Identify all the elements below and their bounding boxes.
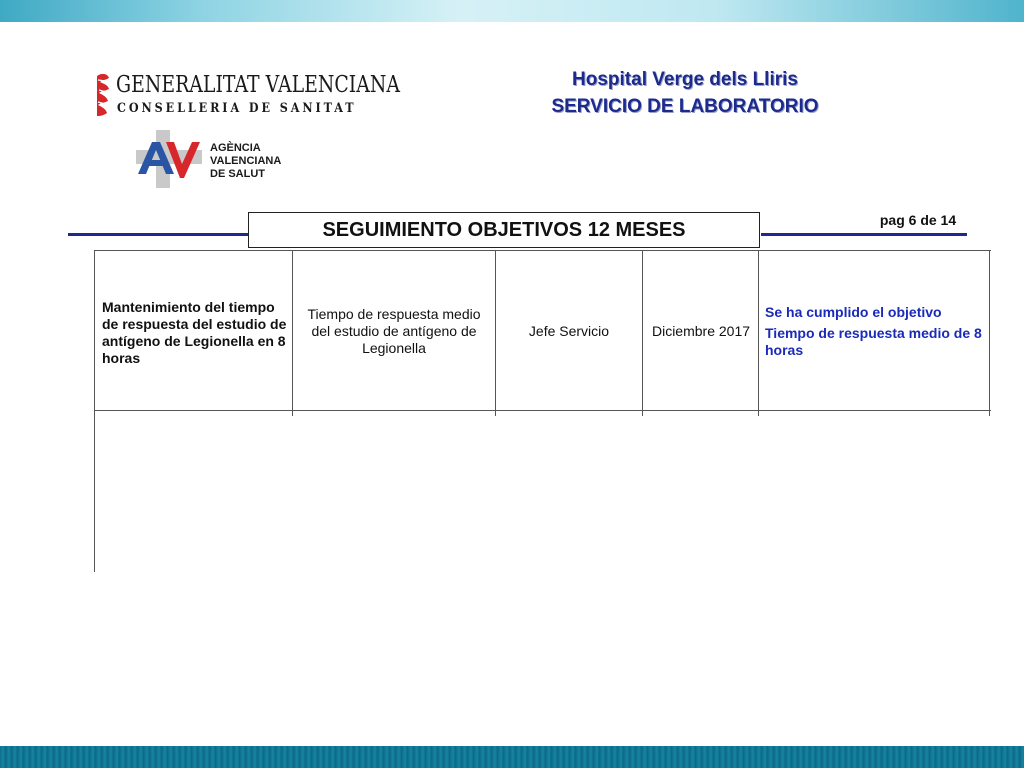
title-rule-left (68, 233, 250, 236)
table-col-divider-2 (495, 250, 496, 416)
table-col-divider-3 (642, 250, 643, 416)
service-name: SERVICIO DE LABORATORIO (551, 96, 819, 117)
generalitat-emblem-icon (94, 72, 112, 118)
cell-deadline: Diciembre 2017 (651, 322, 751, 339)
page-number: pag 6 de 14 (879, 212, 957, 228)
agencia-line-1: AGÈNCIA (210, 142, 261, 154)
agencia-name (210, 142, 281, 181)
top-decorative-band (0, 0, 1024, 22)
result-status: Se ha cumplido el objetivo (765, 303, 942, 320)
page-title: SEGUIMIENTO OBJETIVOS 12 MESES (248, 212, 760, 248)
agencia-logo (136, 130, 296, 188)
generalitat-name: GENERALITAT VALENCIANA (116, 72, 400, 98)
hospital-name: Hospital Verge dels Lliris (572, 69, 798, 90)
table-col-divider-1 (292, 250, 293, 416)
cell-objective: Mantenimiento del tiempo de respuesta del estudio de antígeno de Legionella en 8 horas (102, 299, 287, 366)
title-rule-right (761, 233, 967, 236)
cell-indicator: Tiempo de respuesta medio del estudio de antígeno de Legionella (307, 305, 481, 356)
agencia-line-2: VALENCIANA (210, 155, 282, 167)
bottom-decorative-band (0, 746, 1024, 768)
cell-responsible: Jefe Servicio (528, 322, 610, 339)
agencia-emblem-icon (136, 130, 202, 188)
generalitat-logo (94, 70, 400, 120)
table-left-border (94, 250, 95, 572)
result-detail: Tiempo de respuesta medio de 8 horas (765, 324, 982, 358)
conselleria-name: CONSELLERIA DE SANITAT (117, 101, 357, 116)
cell-result (765, 252, 987, 410)
agencia-line-3: DE SALUT (210, 168, 265, 180)
table-top-border (94, 250, 991, 251)
table-row-divider (94, 410, 991, 411)
table-right-border (989, 250, 990, 416)
table-col-divider-4 (758, 250, 759, 416)
hospital-header (500, 66, 870, 120)
